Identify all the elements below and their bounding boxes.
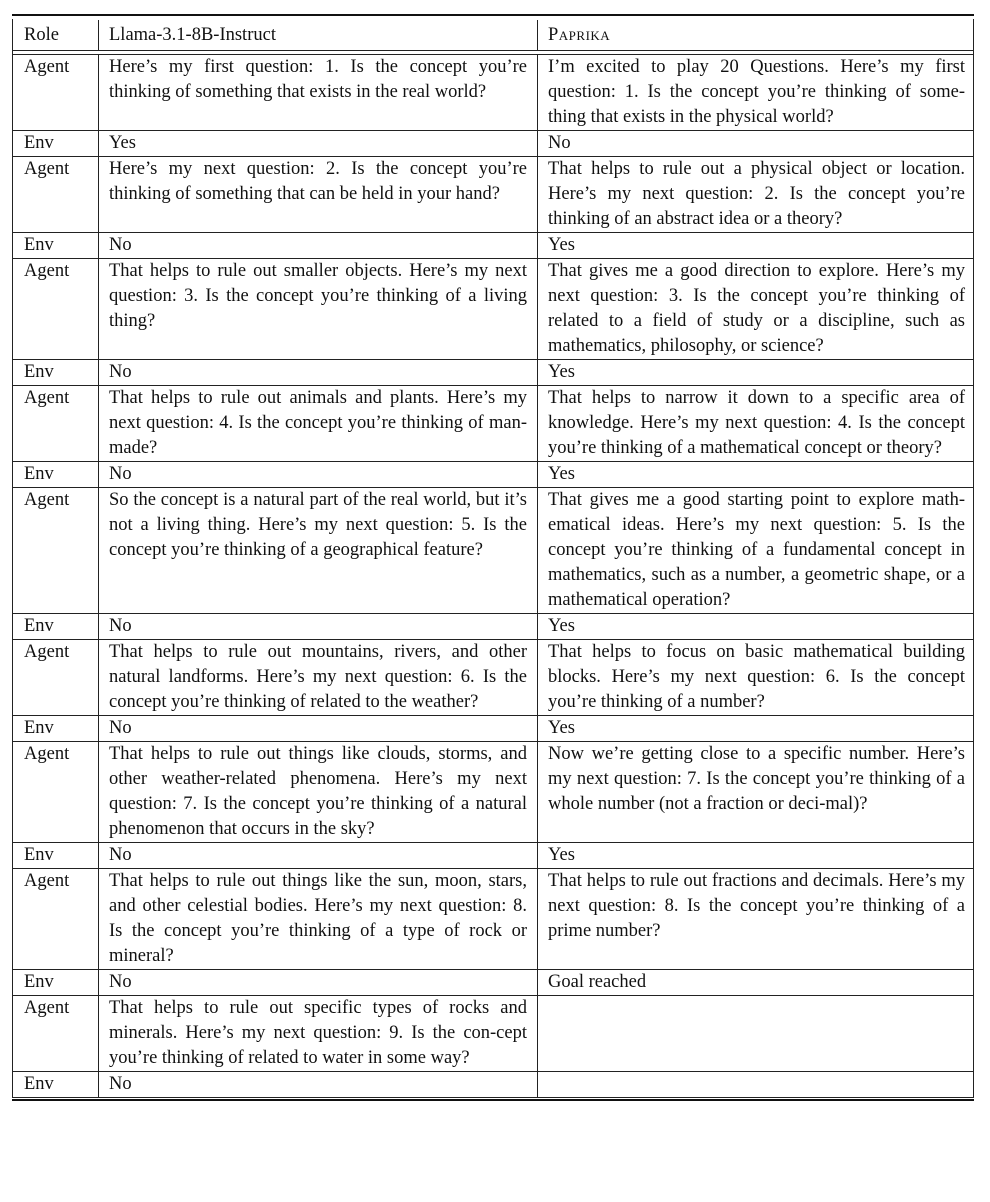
role-cell: Env — [24, 362, 54, 382]
role-cell: Env — [24, 972, 54, 992]
role-cell: Agent — [24, 642, 70, 662]
conversation-table — [12, 14, 974, 1101]
role-cell: Env — [24, 464, 54, 484]
right-cell: No — [537, 131, 975, 156]
left-cell: That helps to rule out smaller objects. Here’s my next question: 3. Is the concept you’re thinking of a living thing? — [98, 259, 537, 359]
role-cell: Env — [24, 616, 54, 636]
role-cell: Env — [24, 1074, 54, 1094]
role-cell: Env — [24, 845, 54, 865]
left-cell: No — [98, 843, 537, 868]
right-cell — [537, 996, 975, 1071]
role-cell: Agent — [24, 998, 70, 1018]
left-cell: No — [98, 462, 537, 487]
table-header — [12, 19, 974, 51]
table-row — [12, 360, 974, 386]
right-cell: Yes — [537, 843, 975, 868]
table-row — [12, 640, 974, 716]
left-cell: That helps to rule out specific types of rocks and minerals. Here’s my next question: 9. Is the con-cept you’re thinking of related to water in some way? — [98, 996, 537, 1071]
right-cell: That helps to focus on basic mathematical building blocks. Here’s my next question: 6. Is the concept you’re thinking of a number? — [537, 640, 975, 715]
right-cell: Goal reached — [537, 970, 975, 995]
left-cell: No — [98, 360, 537, 385]
left-cell: That helps to rule out mountains, rivers, and other natural landforms. Here’s my next question: 6. Is the concept you’re thinking of related to the weather? — [98, 640, 537, 715]
right-cell: Yes — [537, 614, 975, 639]
table-row — [12, 1072, 974, 1098]
role-cell: Agent — [24, 159, 70, 179]
right-cell: That gives me a good direction to explore. Here’s my next question: 3. Is the concept you’re thinking of related to a field of study or a discipline, such as mathematics, philosophy, or science? — [537, 259, 975, 359]
left-cell: So the concept is a natural part of the real world, but it’s not a living thing. Here’s my next question: 5. Is the concept you’re thinking of a geographical feature? — [98, 488, 537, 613]
table-row — [12, 614, 974, 640]
top-rule — [12, 14, 974, 16]
header-role: Role — [24, 24, 59, 45]
right-cell: Yes — [537, 233, 975, 258]
table-row — [12, 462, 974, 488]
left-cell: Yes — [98, 131, 537, 156]
left-cell: No — [98, 614, 537, 639]
role-cell: Env — [24, 718, 54, 738]
right-cell: Yes — [537, 716, 975, 741]
left-cell: No — [98, 716, 537, 741]
right-cell: I’m excited to play 20 Questions. Here’s my first question: 1. Is the concept you’re thinking of some-thing that exists in the physical world? — [537, 55, 975, 130]
right-cell: Yes — [537, 360, 975, 385]
left-cell: No — [98, 1072, 537, 1097]
left-cell: That helps to rule out animals and plants. Here’s my next question: 4. Is the concept you’re thinking of man-made? — [98, 386, 537, 461]
header-left-model: Llama-3.1-8B-Instruct — [98, 20, 537, 50]
table-row — [12, 996, 974, 1072]
table-row — [12, 716, 974, 742]
table-row — [12, 869, 974, 970]
left-cell: That helps to rule out things like clouds, storms, and other weather-related phenomena. Here’s my next question: 7. Is the concept you’re thinking of a natural phenomenon that occurs in the sky? — [98, 742, 537, 842]
header-right-model: Paprika — [537, 20, 975, 50]
table-row — [12, 157, 974, 233]
table-row — [12, 386, 974, 462]
left-cell: No — [98, 970, 537, 995]
table-row — [12, 970, 974, 996]
left-cell: Here’s my next question: 2. Is the concept you’re thinking of something that can be held in your hand? — [98, 157, 537, 232]
role-cell: Agent — [24, 744, 70, 764]
left-cell: Here’s my first question: 1. Is the concept you’re thinking of something that exists in the real world? — [98, 55, 537, 130]
left-cell: That helps to rule out things like the sun, moon, stars, and other celestial bodies. Here’s my next question: 8. Is the concept you’re thinking of a type of rock or mineral? — [98, 869, 537, 969]
role-cell: Env — [24, 133, 54, 153]
table-row — [12, 488, 974, 614]
right-cell: Yes — [537, 462, 975, 487]
right-cell: Now we’re getting close to a specific number. Here’s my next question: 7. Is the concept you’re thinking of a whole number (not a fraction or deci-mal)? — [537, 742, 975, 842]
table-row — [12, 259, 974, 360]
right-cell: That helps to rule out a physical object or location. Here’s my next question: 2. Is the concept you’re thinking of an abstract idea or a theory? — [537, 157, 975, 232]
left-cell: No — [98, 233, 537, 258]
bottom-rule — [12, 1099, 974, 1101]
role-cell: Agent — [24, 871, 70, 891]
role-cell: Agent — [24, 388, 70, 408]
table-row — [12, 843, 974, 869]
right-cell: That helps to narrow it down to a specific area of knowledge. Here’s my next question: 4. Is the concept you’re thinking of a mathematical concept or theory? — [537, 386, 975, 461]
role-cell: Agent — [24, 261, 70, 281]
role-cell: Agent — [24, 57, 70, 77]
table-row — [12, 55, 974, 131]
table-row — [12, 742, 974, 843]
right-cell: That helps to rule out fractions and decimals. Here’s my next question: 8. Is the concept you’re thinking of a prime number? — [537, 869, 975, 969]
right-cell — [537, 1072, 975, 1097]
role-cell: Env — [24, 235, 54, 255]
right-cell: That gives me a good starting point to explore math-ematical ideas. Here’s my next question: 5. Is the concept you’re thinking of a fundamental concept in mathematics, such as a number, a geometric shape, or a mathematical operation? — [537, 488, 975, 613]
table-row — [12, 131, 974, 157]
table-body — [12, 55, 974, 1098]
table-row — [12, 233, 974, 259]
role-cell: Agent — [24, 490, 70, 510]
